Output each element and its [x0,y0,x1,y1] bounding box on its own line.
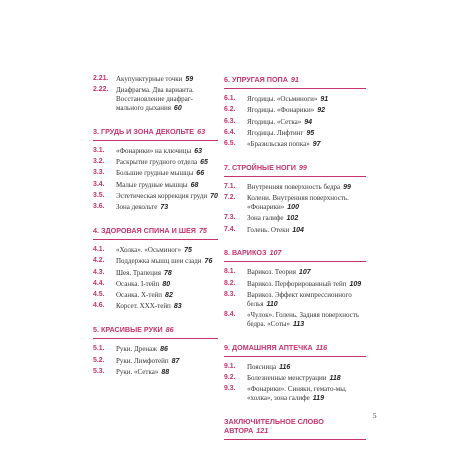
toc-section [224,343,366,404]
entry-title [116,302,218,312]
entry-title [116,345,218,355]
toc-entry [93,357,218,367]
toc-section [93,226,218,312]
entry-title [247,95,366,105]
entry-title-text: «Чулок». Голень. Задняя поверхность бедра. «Соты» [247,311,360,328]
entry-title-text: Руки. «Сетка» [116,367,159,376]
entry-title-text: Поддержка мышц шеи сзади [116,257,202,266]
entry-number: 2.22. [93,86,109,94]
entry-title-text: Ягодицы. Лифтинг [247,128,304,137]
entry-title-text: Внутренняя поверхность бедра [247,182,341,191]
entry-title-text: Руки. Дренаж [116,345,158,354]
section-divider [224,439,366,440]
toc-entry [224,118,366,128]
entry-number: 3.6. [93,203,105,211]
entry-number: 8.1. [224,268,236,276]
toc-entry [93,86,218,113]
entry-number: 5.2. [93,356,105,364]
entry-number: 4.4. [93,279,105,287]
entry-title [247,118,366,128]
toc-entry [224,140,366,150]
entry-title [116,269,218,279]
entry-number: 3.3. [93,169,105,177]
entry-number: 6.4. [224,128,236,136]
entry-title [247,140,366,150]
entry-number: 3.5. [93,191,105,199]
section-title-text: 7. СТРОЙНЫЕ НОГИ [224,162,296,172]
entry-number: 3.1. [93,146,105,154]
toc-entry [93,368,218,378]
entry-title-text: Зона галифе [247,214,284,223]
toc-entry [93,181,218,191]
entry-number: 8.3. [224,291,236,299]
toc-entry [93,147,218,157]
entry-title [116,368,218,378]
entry-page-number: 59 [185,76,194,83]
toc-entry [224,291,366,310]
entry-page-number: 92 [317,107,325,115]
entry-number: 3.2. [93,157,105,165]
entry-page-number: 118 [329,375,341,383]
entry-page-number: 88 [161,368,170,376]
entry-number: 4.3. [93,268,105,276]
entry-title [116,257,218,267]
entry-title-text: Ягодицы. «Сетка» [247,117,302,126]
entry-page-number: 70 [210,192,218,200]
entry-page-number: 75 [184,246,192,254]
entry-page-number: 73 [160,204,169,212]
entry-title [116,246,218,256]
entry-number: 4.6. [93,302,105,310]
entry-title [116,169,218,179]
entry-page-number: 82 [165,292,173,300]
entry-title-text: «Фонарики». Синяки, гемато-мы, «холка», зона галифе [247,385,347,403]
section-title [224,343,366,352]
section-title-text: 9. ДОМАШНЯЯ АПТЕЧКА [224,342,313,352]
page-number: 5 [373,412,377,420]
toc-entry [93,257,218,267]
section-page-number: 86 [165,325,174,335]
entry-title-text: Осанка. Х-тейп [116,291,163,300]
entry-number: 5.3. [93,367,105,375]
entry-page-number: 99 [343,183,351,191]
entry-number: 9.3. [224,385,236,393]
entry-page-number: 100 [287,204,299,212]
toc-entry [224,183,366,193]
entry-page-number: 83 [173,303,182,311]
entry-page-number: 80 [162,280,171,288]
entry-page-number: 95 [306,129,315,137]
entry-page-number: 91 [320,96,329,103]
section-title-text: ЗАКЛЮЧИТЕЛЬНОЕ СЛОВО АВТОРА [224,416,324,435]
entry-title [247,183,366,193]
entry-number: 6.5. [224,140,236,148]
entry-title-text: Болезненные менструации [247,374,327,383]
section-title-text: 4. ЗДОРОВАЯ СПИНА И ШЕЯ [93,225,196,235]
toc-section [224,248,366,329]
section-title-text: 5. КРАСИВЫЕ РУКИ [93,325,163,335]
toc-entry [93,169,218,179]
toc-entry [224,363,366,373]
entry-page-number: 78 [163,269,172,277]
toc-entry [93,302,218,312]
toc-section [224,75,366,150]
entry-page-number: 102 [286,215,299,223]
entry-title-text: Руки. Лимфотейп [116,356,169,365]
section-title [224,75,366,84]
entry-title-text: «Холка». «Осьминог» [116,245,182,254]
entry-title-text: «Бразильская попка» [247,140,310,149]
section-title [93,226,218,235]
section-title [224,163,366,172]
entry-title [116,86,218,113]
toc-entry [224,106,366,116]
entry-page-number: 107 [298,269,311,277]
entry-number: 6.3. [224,117,236,125]
entry-title-text: Варикоз. Теория [247,268,296,277]
entry-title [116,357,218,367]
section-divider [224,176,366,177]
entry-number: 8.2. [224,279,236,287]
entry-title [116,192,218,202]
toc-entry [224,385,366,404]
toc-entry [93,280,218,290]
section-title-text: 8. ВАРИКОЗ [224,248,267,258]
entry-page-number: 68 [190,181,199,189]
entry-page-number: 104 [292,226,304,234]
entry-title-text: Корсет. ХХХ-тейп [116,302,171,311]
entry-title [116,147,218,157]
section-page-number: 91 [290,75,299,84]
entry-page-number: 94 [304,118,313,126]
toc-entry [224,226,366,236]
section-divider [224,356,366,357]
toc-left-column [93,75,218,391]
entry-title [247,194,366,213]
entry-number: 7.2. [224,194,236,202]
entry-title-text: Шея. Трапеция [116,268,161,277]
toc-entry [93,158,218,168]
section-divider [224,261,366,262]
entry-number: 9.1. [224,362,236,370]
entry-number: 3.4. [93,180,105,188]
entry-page-number: 116 [279,363,291,371]
toc-entry [93,203,218,213]
entry-title [247,214,366,224]
entry-title-text: Диафрагма. Два варианта. Восстановление диафраг-мального дыхания [116,86,194,112]
entry-title [247,374,366,384]
entry-title [116,181,218,191]
entry-title-text: Большие грудные мышцы [116,169,194,178]
entry-title [247,106,366,116]
toc-right-column [224,75,366,453]
entry-number: 9.2. [224,374,236,382]
entry-number: 6.1. [224,95,236,102]
entry-title-text: Акупунктурные точки [116,75,183,83]
entry-title-text: Осанка. I-тейп [116,279,160,288]
toc-section [93,127,218,213]
toc-entry [93,192,218,202]
entry-page-number: 60 [173,104,182,112]
section-page-number: 75 [198,225,207,235]
entry-page-number: 97 [312,141,321,149]
section-divider [93,140,218,141]
section-page-number: 99 [298,162,307,172]
entry-number: 4.5. [93,291,105,299]
entry-number: 8.4. [224,311,236,319]
entry-title [116,280,218,290]
entry-title [247,280,366,290]
section-page-number: 107 [269,248,282,258]
entry-number: 5.1. [93,345,105,353]
entry-title-text: Зона декольте [116,203,158,212]
toc-entry [93,246,218,256]
entry-title-text: Поясница [247,362,277,371]
entry-page-number: 87 [171,357,180,365]
toc-section [93,75,218,114]
section-divider [93,338,218,339]
entry-number: 4.1. [93,245,105,253]
entry-page-number: 109 [349,280,362,288]
entry-page-number: 76 [204,258,213,266]
entry-title-text: Малые грудные мышцы [116,180,188,189]
entry-title-text: Колени. Внутренняя поверхность. «Фонарики» [247,194,349,212]
entry-title-text: Варикоз. Эффект компрессионного белья [247,291,352,308]
entry-title [247,311,366,330]
section-page-number: 121 [256,425,269,435]
entry-number: 6.2. [224,106,236,114]
entry-title [247,226,366,236]
entry-title [116,75,218,85]
toc-entry [93,269,218,279]
toc-entry [224,194,366,213]
section-page-number: 116 [315,342,328,352]
toc-entry [224,129,366,139]
entry-title-text: «Фонарики» на ключицы [116,146,192,155]
entry-title [116,291,218,301]
toc-entry [224,374,366,384]
section-title [93,127,218,136]
toc-entry [224,268,366,278]
toc-section [224,163,366,235]
toc-entry [93,291,218,301]
entry-page-number: 119 [312,395,324,403]
entry-page-number: 63 [194,147,202,155]
section-title [224,248,366,257]
section-title-text: 3. ГРУДЬ И ЗОНА ДЕКОЛЬТЕ [93,126,195,136]
entry-number: 2.21. [93,75,109,82]
entry-number: 7.3. [224,214,236,222]
entry-title [247,363,366,373]
entry-title-text: Голень. Отеки [247,225,290,234]
entry-title [116,158,218,168]
section-page-number: 63 [197,126,206,136]
entry-title [116,203,218,213]
entry-title-text: Ягодицы. «Фонарики» [247,106,315,115]
entry-page-number: 113 [293,320,305,328]
toc-section [224,417,366,440]
entry-number: 7.4. [224,225,236,233]
entry-title [247,385,366,404]
entry-number: 4.2. [93,257,105,265]
section-divider [224,88,366,89]
toc-entry [224,311,366,330]
toc-entry [224,95,366,105]
entry-title-text: Раскрытие грудного отдела [116,157,198,166]
entry-page-number: 86 [160,346,168,354]
section-title-text: 6. УПРУГАЯ ПОПА [224,75,288,84]
toc-entry [93,75,218,85]
entry-page-number: 110 [266,300,278,308]
entry-title-text: Варикоз. Перфорированный тейп [247,279,347,288]
toc-section [93,325,218,377]
entry-number: 7.1. [224,182,236,190]
entry-title-text: Эстетическая коррекция груди [116,191,208,200]
entry-page-number: 66 [196,170,205,178]
toc-entry [93,345,218,355]
entry-title [247,291,366,310]
toc-entry [224,214,366,224]
section-title [224,417,366,435]
section-title [93,325,218,334]
entry-title [247,268,366,278]
entry-title [247,129,366,139]
entry-page-number: 65 [200,158,208,166]
entry-title-text: Ягодицы. «Осьминоги» [247,95,318,103]
toc-entry [224,280,366,290]
section-divider [93,239,218,240]
